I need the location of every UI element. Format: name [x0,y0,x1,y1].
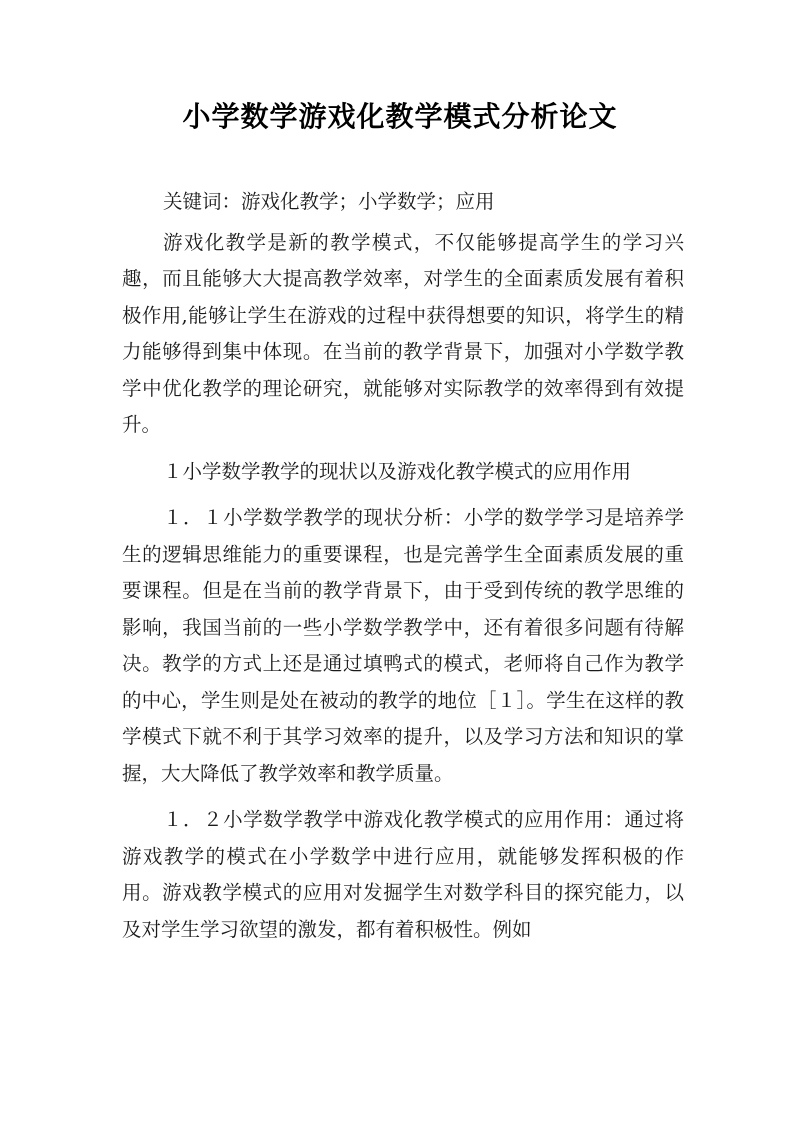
document-body [122,184,684,958]
document-title: 小学数学游戏化教学模式分析论文 [182,100,618,133]
section-heading-1: １小学数学教学的现状以及游戏化教学模式的应用作用 [162,459,631,483]
intro-paragraph: 游戏化教学是新的教学模式，不仅能够提高学生的学习兴趣，而且能够大大提高教学效率，对学生的全面素质发展有着积极作用,能够让学生在游戏的过程中获得想要的知识，将学生的精力能够得到集中体现。在当前的教学背景下，加强对小学数学教学中优化教学的理论研究，就能够对实际教学的效率得到有效提升。 [122,230,684,436]
paragraph-1-1: １．１小学数学教学的现状分析：小学的数学学习是培养学生的逻辑思维能力的重要课程，也是完善学生全面素质发展的重要课程。但是在当前的教学背景下，由于受到传统的教学思维的影响，我国当前的一些小学数学教学中，还有着很多问题有待解决。教学的方式上还是通过填鸭式的模式，老师将自己作为教学的中心，学生则是处在被动的教学的地位［１］。学生在这样的教学模式下就不利于其学习效率的提升，以及学习方法和知识的掌握，大大降低了教学效率和教学质量。 [122,506,684,785]
keywords-line: 关键词：游戏化教学；小学数学；应用 [162,190,495,213]
paragraph-1-2: １．２小学数学教学中游戏化教学模式的应用作用：通过将游戏教学的模式在小学数学中进行应用，就能够发挥积极的作用。游戏教学模式的应用对发掘学生对数学科目的探究能力，以及对学生学习欲望的激发，都有着积极性。例如 [122,808,684,941]
